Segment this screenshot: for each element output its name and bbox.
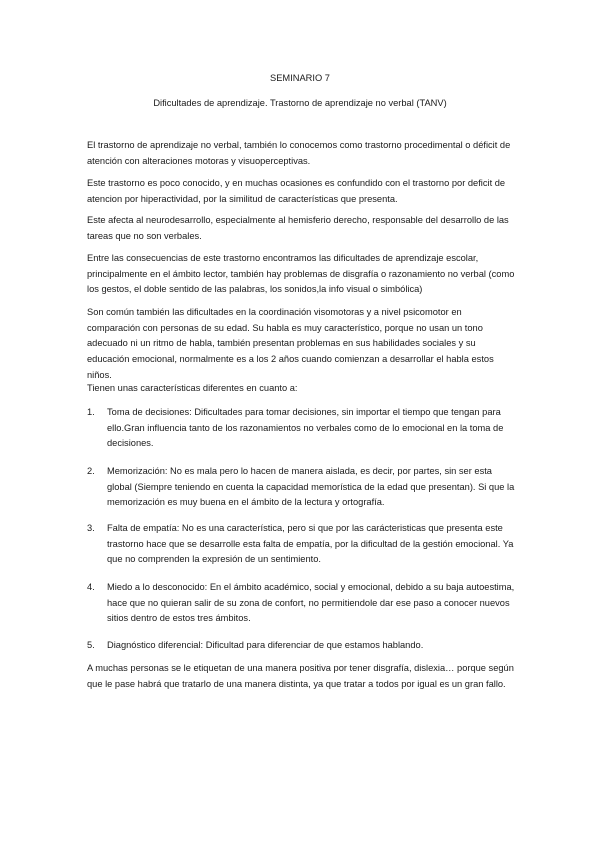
list-text: Toma de decisiones: Dificultades para tomar decisiones, sin importar el tiempo que tengan para ello.Gran influencia tanto de los razonamientos no verbales como de lo emocional en la toma de decisiones. — [107, 407, 504, 449]
list-number: 1. — [87, 407, 95, 417]
document-title: SEMINARIO 7 — [270, 73, 330, 83]
list-number: 5. — [87, 640, 95, 650]
paragraph: Este afecta al neurodesarrollo, especialmente al hemisferio derecho, responsable del desarrollo de las tareas que no son verbales. — [87, 215, 509, 241]
list-number: 4. — [87, 582, 95, 592]
paragraph: Este trastorno es poco conocido, y en muchas ocasiones es confundido con el trastorno por deficit de atencion por hiperactividad, por la similitud de características que presenta. — [87, 178, 506, 204]
list-text: Memorización: No es mala pero lo hacen de manera aislada, es decir, por partes, sin ser esta global (Siempre teniendo en cuenta la capacidad memorística de la edad que presentan). Si que la memorización es muy buena en el ámbito de la lectura y ortografía. — [107, 466, 515, 508]
list-text: Diagnóstico diferencial: Dificultad para diferenciar de que estamos hablando. — [107, 640, 424, 650]
closing-paragraph: A muchas personas se le etiquetan de una manera positiva por tener disgrafía, dislexia… porque según que le pase habrá que tratarlo de una manera distinta, ya que tratar a todos por igual es un gran fallo. — [87, 663, 514, 689]
list-number: 3. — [87, 523, 95, 533]
paragraph: Entre las consecuencias de este trastorno encontramos las dificultades de aprendizaje escolar, principalmente en el ámbito lector, también hay problemas de disgrafía o razonamiento no verbal (como los gestos, el doble sentido de las palabras, los sonidos,la info visual o simbólica) — [87, 253, 515, 295]
list-text: Miedo a lo desconocido: En el ámbito académico, social y emocional, debido a su baja autoestima, hace que no quieran salir de su zona de confort, no permitiendole dar ese paso a conocer nuevos sitios dentro de estos tres ámbitos. — [107, 582, 515, 624]
list-number: 2. — [87, 466, 95, 476]
paragraph: Tienen unas características diferentes en cuanto a: — [87, 383, 298, 393]
paragraph: El trastorno de aprendizaje no verbal, también lo conocemos como trastorno procedimental o déficit de atención con alteraciones motoras y visuoperceptivas. — [87, 140, 511, 166]
document-subtitle: Dificultades de aprendizaje. Trastorno de aprendizaje no verbal (TANV) — [153, 98, 447, 108]
paragraph: Son común también las dificultades en la coordinación visomotoras y a nivel psicomotor en comparación con personas de su edad. Su habla es muy característico, porque no usan un tono adecuado ni un ritmo de habla, también presentan problemas en sus habilidades sociales y su educación emocional, normalmente es a los 2 años cuando comienzan a desarrollar el habla estos niños. — [87, 307, 494, 380]
list-text: Falta de empatía: No es una característica, pero si que por las carácteristicas que presenta este trastorno hace que se desarrolle esta falta de empatía, por la dificultad de la gestión emocional. Ya que no comprenden la expresión de un sentimiento. — [107, 523, 514, 565]
